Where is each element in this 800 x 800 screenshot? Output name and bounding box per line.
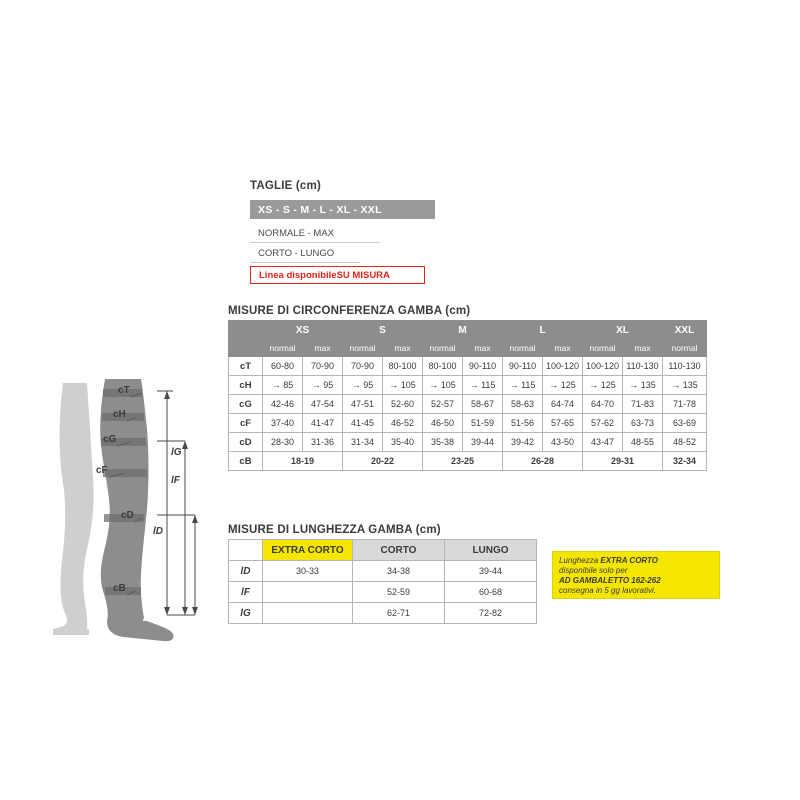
sub-header-9: max xyxy=(623,340,663,357)
cell-cg-1: 47-54 xyxy=(303,395,343,414)
sub-header-3: max xyxy=(383,340,423,357)
cell-cf-7: 57-65 xyxy=(543,414,583,433)
table-row xyxy=(229,357,707,376)
cell-cd-8: 43-47 xyxy=(583,433,623,452)
cell-ct-5: 90-110 xyxy=(463,357,503,376)
cell-cb-s: 20-22 xyxy=(343,452,423,471)
cell-ch-2: → 95 xyxy=(343,376,383,395)
cell-cg-2: 47-51 xyxy=(343,395,383,414)
table-header-row xyxy=(229,540,537,561)
length-header-corto: CORTO xyxy=(353,540,445,561)
cell-cb-xs: 18-19 xyxy=(263,452,343,471)
cell-ch-8: → 125 xyxy=(583,376,623,395)
sub-header-10: normal xyxy=(663,340,707,357)
diagram-label-cd: cD xyxy=(121,510,134,521)
sub-header-7: max xyxy=(543,340,583,357)
cell-cg-5: 58-67 xyxy=(463,395,503,414)
sub-header-4: normal xyxy=(423,340,463,357)
cell-ct-6: 90-110 xyxy=(503,357,543,376)
cell-cg-4: 52-57 xyxy=(423,395,463,414)
cell-cd-5: 39-44 xyxy=(463,433,503,452)
cell-cd-7: 43-50 xyxy=(543,433,583,452)
cell-ch-9: → 135 xyxy=(623,376,663,395)
cell-ch-5: → 115 xyxy=(463,376,503,395)
diagram-label-cf: cF xyxy=(96,465,108,476)
cell-cg-9: 71-83 xyxy=(623,395,663,414)
cell-cd-4: 35-38 xyxy=(423,433,463,452)
row-label-cf: cF xyxy=(229,414,263,433)
cell-cg-6: 58-63 xyxy=(503,395,543,414)
cell-ct-9: 110-130 xyxy=(623,357,663,376)
size-header-xxl: XXL xyxy=(663,321,707,340)
table-header-row-subs xyxy=(229,340,707,357)
table-row xyxy=(229,395,707,414)
cell-cb-l: 26-28 xyxy=(503,452,583,471)
cell-lf-corto: 52-59 xyxy=(353,582,445,603)
cell-cf-2: 41-45 xyxy=(343,414,383,433)
extra-corto-note xyxy=(552,551,720,599)
note-line3: AD GAMBALETTO 162-262 xyxy=(559,576,661,585)
row-label-ct: cT xyxy=(229,357,263,376)
table-row xyxy=(229,433,707,452)
row-label-lf: lF xyxy=(229,582,263,603)
diagram-label-ld: lD xyxy=(153,526,163,537)
note-line1-bold: EXTRA CORTO xyxy=(600,556,659,565)
circumference-title: MISURE DI CIRCONFERENZA GAMBA (cm) xyxy=(228,305,471,317)
size-header-m: M xyxy=(423,321,503,340)
cell-lf-extra xyxy=(263,582,353,603)
cell-cf-10: 63-69 xyxy=(663,414,707,433)
length-title: MISURE DI LUNGHEZZA GAMBA (cm) xyxy=(228,524,441,536)
cell-ch-7: → 125 xyxy=(543,376,583,395)
row-label-cd: cD xyxy=(229,433,263,452)
table-row xyxy=(229,582,537,603)
sub-header-1: max xyxy=(303,340,343,357)
diagram-label-lg: lG xyxy=(171,447,182,458)
taglie-sizes-bar: XS - S - M - L - XL - XXL xyxy=(250,200,435,219)
taglie-corto-lungo: CORTO - LUNGO xyxy=(250,245,360,263)
cell-cf-3: 46-52 xyxy=(383,414,423,433)
sub-header-0: normal xyxy=(263,340,303,357)
cell-ct-10: 110-130 xyxy=(663,357,707,376)
cell-lf-lungo: 60-68 xyxy=(445,582,537,603)
table-row xyxy=(229,561,537,582)
corner-cell-2 xyxy=(229,340,263,357)
cell-lg-lungo: 72-82 xyxy=(445,603,537,624)
taglie-title: TAGLIE (cm) xyxy=(250,180,321,192)
cell-ch-3: → 105 xyxy=(383,376,423,395)
sub-header-8: normal xyxy=(583,340,623,357)
cell-cf-9: 63-73 xyxy=(623,414,663,433)
diagram-label-lf: lF xyxy=(171,475,180,486)
cell-cd-2: 31-34 xyxy=(343,433,383,452)
diagram-label-cg: cG xyxy=(103,434,117,445)
sub-header-5: max xyxy=(463,340,503,357)
cell-ct-8: 100-120 xyxy=(583,357,623,376)
table-row xyxy=(229,452,707,471)
cell-cb-m: 23-25 xyxy=(423,452,503,471)
cell-cd-3: 35-40 xyxy=(383,433,423,452)
cell-ct-2: 70-90 xyxy=(343,357,383,376)
su-misura-bold: SU MISURA xyxy=(336,269,390,281)
row-label-ld: lD xyxy=(229,561,263,582)
cell-cg-7: 64-74 xyxy=(543,395,583,414)
row-label-cb: cB xyxy=(229,452,263,471)
length-table xyxy=(228,539,537,624)
cell-ch-10: → 135 xyxy=(663,376,707,395)
size-header-xl: XL xyxy=(583,321,663,340)
cell-cb-xxl: 32-34 xyxy=(663,452,707,471)
row-label-ch: cH xyxy=(229,376,263,395)
cell-cg-10: 71-78 xyxy=(663,395,707,414)
cell-ct-7: 100-120 xyxy=(543,357,583,376)
cell-cg-8: 64-70 xyxy=(583,395,623,414)
row-label-cg: cG xyxy=(229,395,263,414)
size-header-l: L xyxy=(503,321,583,340)
diagram-label-ct: cT xyxy=(118,385,130,396)
diagram-label-cb: cB xyxy=(113,583,126,594)
cell-cf-6: 51-56 xyxy=(503,414,543,433)
note-line2: disponibile solo per xyxy=(559,566,628,575)
cell-cf-5: 51-59 xyxy=(463,414,503,433)
cell-cd-1: 31-36 xyxy=(303,433,343,452)
cell-ct-1: 70-90 xyxy=(303,357,343,376)
leg-illustration xyxy=(45,375,245,650)
cell-cf-4: 46-50 xyxy=(423,414,463,433)
taglie-normale-max: NORMALE - MAX xyxy=(250,225,380,243)
note-line1-pre: Lunghezza xyxy=(559,556,601,565)
cell-ch-0: → 85 xyxy=(263,376,303,395)
cell-cd-10: 48-52 xyxy=(663,433,707,452)
cell-ld-extra: 30-33 xyxy=(263,561,353,582)
cell-cb-xl: 29-31 xyxy=(583,452,663,471)
leg-diagram xyxy=(45,375,245,650)
cell-cf-1: 41-47 xyxy=(303,414,343,433)
cell-ch-6: → 115 xyxy=(503,376,543,395)
cell-cf-0: 37-40 xyxy=(263,414,303,433)
cell-cd-6: 39-42 xyxy=(503,433,543,452)
cell-cf-8: 57-62 xyxy=(583,414,623,433)
size-header-s: S xyxy=(343,321,423,340)
length-header-extra-corto: EXTRA CORTO xyxy=(263,540,353,561)
table-row xyxy=(229,376,707,395)
diagram-label-ch: cH xyxy=(113,409,126,420)
table-header-row-sizes xyxy=(229,321,707,340)
cell-ct-0: 60-80 xyxy=(263,357,303,376)
size-header-xs: XS xyxy=(263,321,343,340)
cell-ld-lungo: 39-44 xyxy=(445,561,537,582)
cell-ct-3: 80-100 xyxy=(383,357,423,376)
note-line4: consegna in 5 gg lavorativi. xyxy=(559,586,656,595)
length-header-lungo: LUNGO xyxy=(445,540,537,561)
table-row xyxy=(229,414,707,433)
circumference-table xyxy=(228,320,707,471)
corner-cell-length xyxy=(229,540,263,561)
cell-lg-corto: 62-71 xyxy=(353,603,445,624)
cell-ch-1: → 95 xyxy=(303,376,343,395)
cell-ct-4: 80-100 xyxy=(423,357,463,376)
cell-cg-3: 52-60 xyxy=(383,395,423,414)
cell-lg-extra xyxy=(263,603,353,624)
cell-ld-corto: 34-38 xyxy=(353,561,445,582)
sub-header-6: normal xyxy=(503,340,543,357)
row-label-lg: lG xyxy=(229,603,263,624)
cell-cg-0: 42-46 xyxy=(263,395,303,414)
sub-header-2: normal xyxy=(343,340,383,357)
taglie-su-misura-box xyxy=(250,266,425,284)
table-row xyxy=(229,603,537,624)
cell-ch-4: → 105 xyxy=(423,376,463,395)
su-misura-prefix: Linea disponibile xyxy=(259,269,337,281)
corner-cell xyxy=(229,321,263,340)
cell-cd-0: 28-30 xyxy=(263,433,303,452)
cell-cd-9: 48-55 xyxy=(623,433,663,452)
